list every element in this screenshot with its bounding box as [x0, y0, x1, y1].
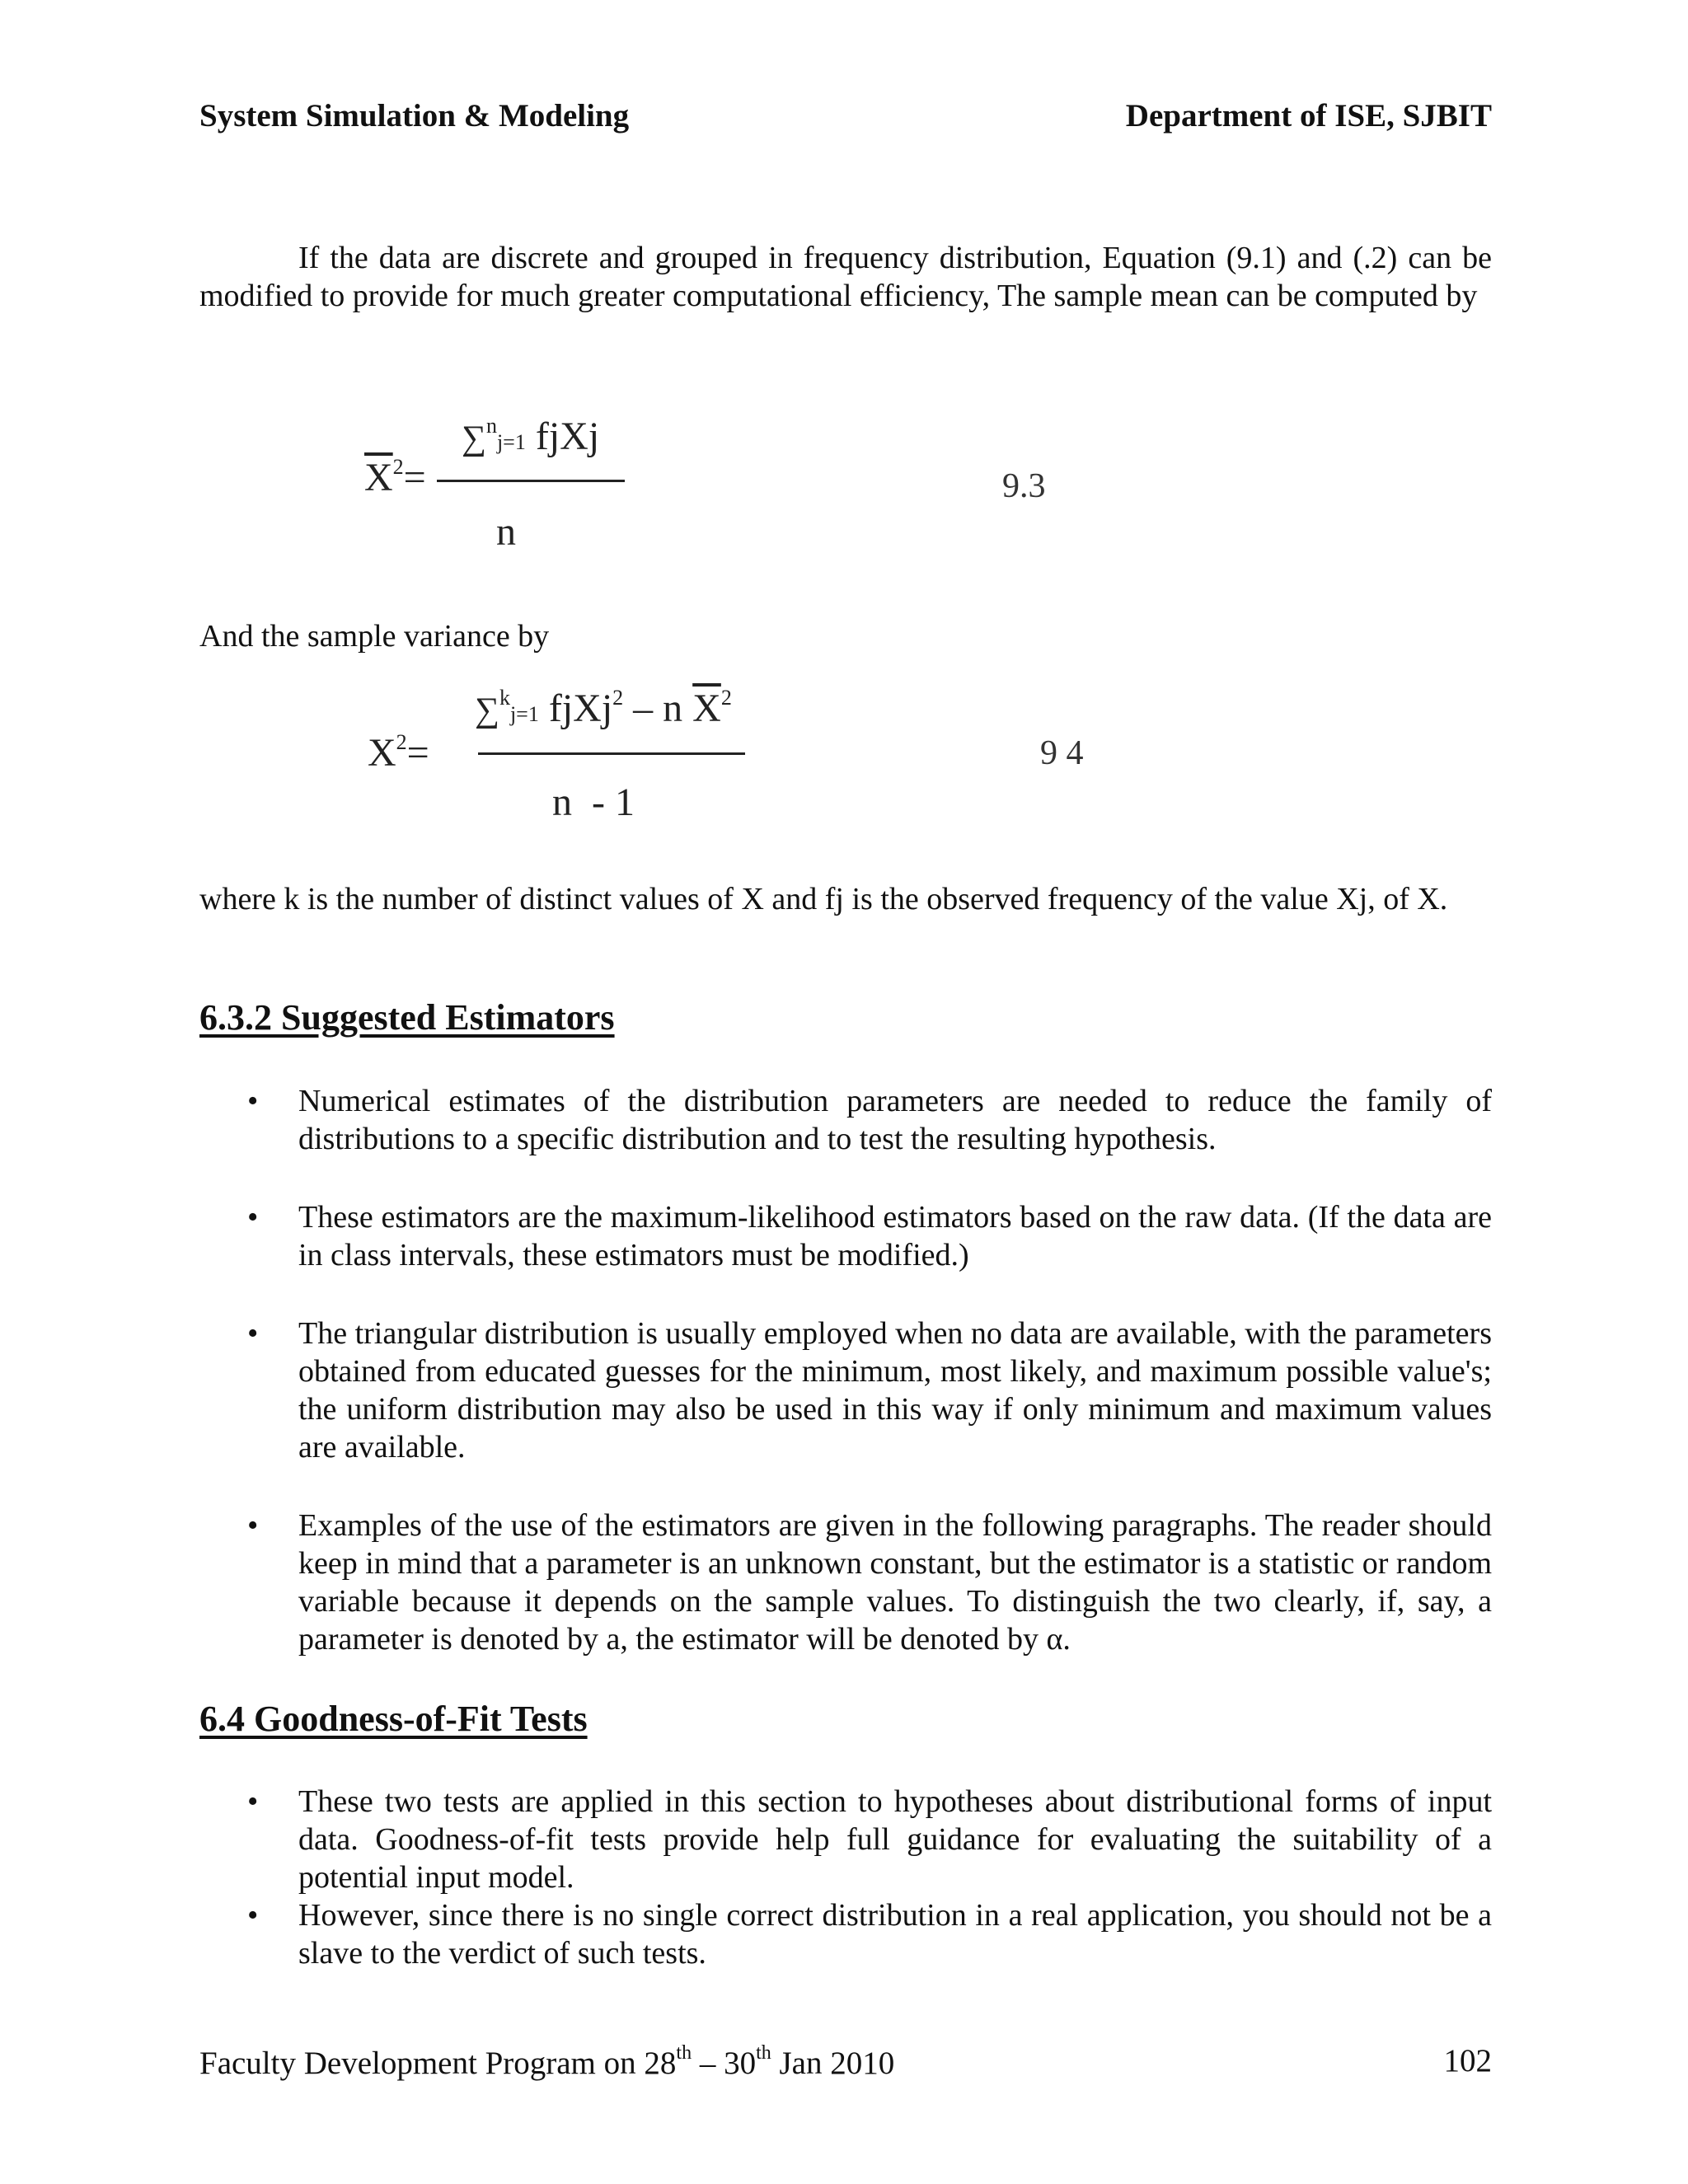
- footer-page-number: 102: [1443, 2043, 1492, 2079]
- section-heading-suggested-estimators: 6.3.2 Suggested Estimators: [199, 997, 615, 1038]
- list-item: • Examples of the use of the estimators are given in the following paragraphs. The reader should keep in mind that a parameter is an unknown constant, but the estimator is a statistic or random variable because it depends on the sample values. To distinguish the two clearly, if, say, a parameter is denoted by a, the estimator will be denoted by α.: [247, 1508, 1492, 1657]
- bullet-icon: •: [247, 1784, 259, 1819]
- footer-program-text: Faculty Development Program on 28th – 30th Jan 2010: [199, 2042, 895, 2081]
- equation-numerator: ∑$^k$j=1 fjXj$^2$ – n $\overline{X}^2$: [475, 686, 732, 730]
- bullet-icon: •: [247, 1316, 259, 1351]
- list-item: • These two tests are applied in this section to hypotheses about distributional forms of input data. Goodness-of-fit tests provide help full guidance for evaluating the suitability of a potential input model.: [247, 1784, 1492, 1895]
- equation-denominator: n - 1: [552, 780, 635, 824]
- equation-lhs: $X^2=$: [368, 730, 429, 775]
- intro-paragraph: If the data are discrete and grouped in frequency distribution, Equation (9.1) and (.2) can be modified to provide for much greater computational efficiency, The sample mean can be computed by: [199, 241, 1492, 313]
- equation-number: 9 4: [1040, 734, 1084, 772]
- equation-numerator: ∑$^n$j=1 fjXj: [462, 414, 600, 458]
- equation-number: 9.3: [1002, 467, 1046, 505]
- fraction-bar: [437, 480, 625, 482]
- header-course-title: System Simulation & Modeling: [199, 98, 630, 134]
- section-heading-goodness-of-fit: 6.4 Goodness-of-Fit Tests: [199, 1699, 588, 1739]
- bullet-icon: •: [247, 1084, 259, 1118]
- bullet-icon: •: [247, 1898, 259, 1933]
- equation-lhs: $\overline{X}^2=$: [364, 455, 426, 499]
- list-item: • These estimators are the maximum-likelihood estimators based on the raw data. (If the data are in class intervals, these estimators must be modified.): [247, 1200, 1492, 1272]
- variance-intro: And the sample variance by: [199, 619, 550, 654]
- list-item: • Numerical estimates of the distribution parameters are needed to reduce the family of distributions to a specific distribution and to test the resulting hypothesis.: [247, 1084, 1492, 1156]
- goodness-of-fit-bullet-list: [199, 1783, 1492, 1972]
- list-item: • The triangular distribution is usually employed when no data are available, with the parameters obtained from educated guesses for the minimum, most likely, and maximum possible value's; the uniform distribution may also be used in this way if only minimum and maximum values are available.: [247, 1316, 1492, 1465]
- bullet-icon: •: [247, 1200, 259, 1235]
- fraction-bar: [478, 752, 745, 755]
- header-department: Department of ISE, SJBIT: [1125, 98, 1492, 134]
- equation-denominator: n: [496, 510, 516, 554]
- list-item: • However, since there is no single correct distribution in a real application, you should not be a slave to the verdict of such tests.: [247, 1898, 1492, 1971]
- bullet-icon: •: [247, 1508, 259, 1543]
- estimators-bullet-list: [199, 1082, 1492, 1658]
- where-paragraph: where k is the number of distinct values of X and fj is the observed frequency of the value Xj, of X.: [199, 882, 1448, 916]
